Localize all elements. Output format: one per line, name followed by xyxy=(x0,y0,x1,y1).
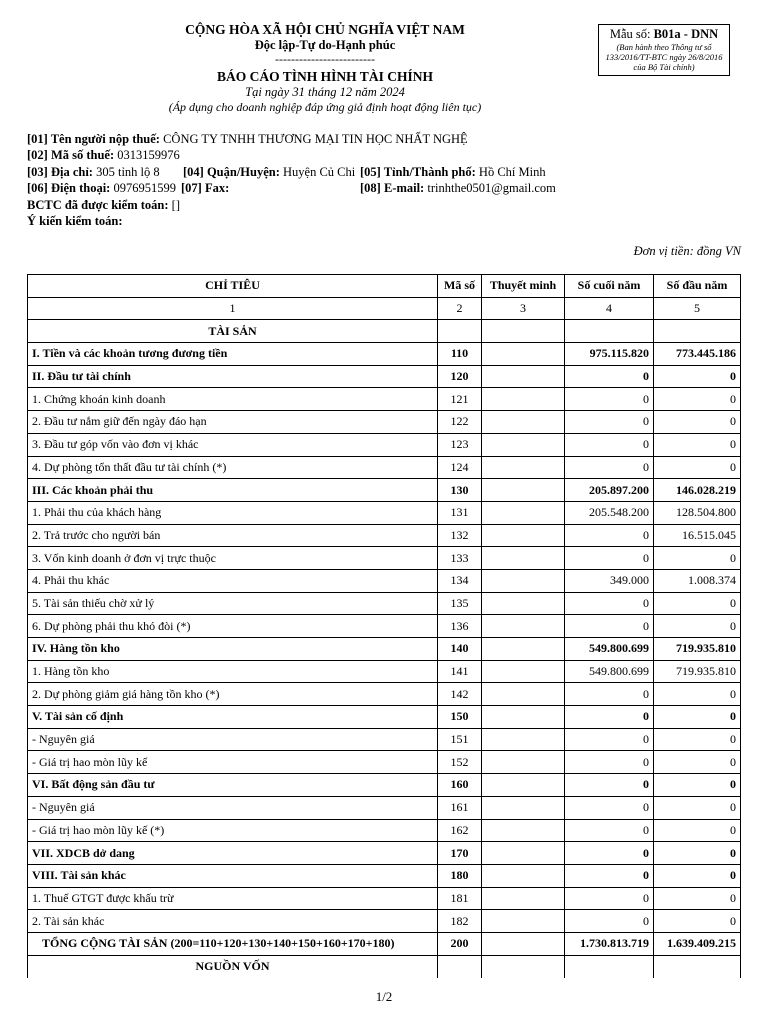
taxpayer-row xyxy=(27,131,468,147)
row-indicator: I. Tiền và các khoản tương đương tiền xyxy=(28,343,438,366)
table-row xyxy=(28,343,741,366)
row-end-year-value: 349.000 xyxy=(565,569,654,592)
row-indicator: VII. XDCB dở dang xyxy=(28,842,438,865)
audit-opinion-row xyxy=(27,213,468,229)
row-code: 134 xyxy=(438,569,482,592)
row-start-year-value: 1.008.374 xyxy=(654,569,741,592)
report-title: BÁO CÁO TÌNH HÌNH TÀI CHÍNH xyxy=(217,69,433,84)
table-row xyxy=(28,660,741,683)
table-row xyxy=(28,864,741,887)
table-row xyxy=(28,955,741,978)
row-start-year-value xyxy=(654,955,741,978)
table-row xyxy=(28,751,741,774)
row-code: 160 xyxy=(438,774,482,797)
row-note xyxy=(482,728,565,751)
row-code xyxy=(438,955,482,978)
national-motto: Độc lập-Tự do-Hạnh phúc xyxy=(254,37,396,52)
contact-row xyxy=(27,180,556,196)
row-indicator: 4. Phải thu khác xyxy=(28,569,438,592)
row-end-year-value: 0 xyxy=(565,388,654,411)
table-row xyxy=(28,592,741,615)
row-note xyxy=(482,411,565,434)
taxcode-row xyxy=(27,147,468,163)
row-start-year-value: 0 xyxy=(654,774,741,797)
row-code: 132 xyxy=(438,524,482,547)
row-start-year-value: 0 xyxy=(654,751,741,774)
row-note xyxy=(482,433,565,456)
row-end-year-value: 549.800.699 xyxy=(565,660,654,683)
col-number: 2 xyxy=(438,297,482,320)
form-code-prefix: Mẫu số: xyxy=(609,27,654,41)
row-end-year-value: 0 xyxy=(565,887,654,910)
row-indicator: 1. Hàng tồn kho xyxy=(28,660,438,683)
col-header-indicator: CHỈ TIÊU xyxy=(28,275,438,298)
row-indicator: V. Tài sản cố định xyxy=(28,706,438,729)
table-row xyxy=(28,456,741,479)
row-note xyxy=(482,569,565,592)
row-code: 121 xyxy=(438,388,482,411)
row-indicator: TỔNG CỘNG TÀI SẢN (200=110+120+130+140+150+160+170+180) xyxy=(28,932,438,955)
report-header xyxy=(130,22,520,116)
email-value: trinhthe0501@gmail.com xyxy=(427,181,556,196)
phone-value: 0976951599 xyxy=(113,181,176,196)
form-code: B01a - DNN xyxy=(653,27,719,41)
table-row xyxy=(28,365,741,388)
col-header-code: Mã số xyxy=(438,275,482,298)
taxcode-value: 0313159976 xyxy=(117,148,180,163)
row-note xyxy=(482,343,565,366)
row-end-year-value: 0 xyxy=(565,774,654,797)
row-indicator: 3. Đầu tư góp vốn vào đơn vị khác xyxy=(28,433,438,456)
row-code: 120 xyxy=(438,365,482,388)
row-note xyxy=(482,932,565,955)
row-indicator: 1. Chứng khoán kinh doanh xyxy=(28,388,438,411)
row-indicator: 1. Thuế GTGT được khấu trừ xyxy=(28,887,438,910)
audit-opinion-label: Ý kiến kiểm toán: xyxy=(27,213,123,228)
balance-sheet-table xyxy=(27,274,741,978)
row-start-year-value: 0 xyxy=(654,365,741,388)
row-indicator: TÀI SẢN xyxy=(28,320,438,343)
row-note xyxy=(482,774,565,797)
row-indicator: IV. Hàng tồn kho xyxy=(28,638,438,661)
district-label: [04] Quận/Huyện: xyxy=(183,164,280,179)
row-code: 122 xyxy=(438,411,482,434)
table-row xyxy=(28,774,741,797)
row-end-year-value: 0 xyxy=(565,547,654,570)
form-code-box xyxy=(598,24,730,76)
row-note xyxy=(482,683,565,706)
row-end-year-value xyxy=(565,320,654,343)
audited-row xyxy=(27,197,468,213)
row-indicator: 1. Phải thu của khách hàng xyxy=(28,501,438,524)
row-end-year-value: 0 xyxy=(565,456,654,479)
table-row xyxy=(28,842,741,865)
row-start-year-value: 0 xyxy=(654,819,741,842)
table-row xyxy=(28,569,741,592)
row-note xyxy=(482,456,565,479)
row-start-year-value: 0 xyxy=(654,910,741,933)
row-end-year-value: 0 xyxy=(565,796,654,819)
row-indicator: VIII. Tài sản khác xyxy=(28,864,438,887)
row-start-year-value: 146.028.219 xyxy=(654,479,741,502)
row-indicator: 2. Đầu tư nắm giữ đến ngày đáo hạn xyxy=(28,411,438,434)
table-row xyxy=(28,932,741,955)
row-indicator: NGUỒN VỐN xyxy=(28,955,438,978)
row-end-year-value: 205.897.200 xyxy=(565,479,654,502)
row-start-year-value: 0 xyxy=(654,728,741,751)
taxpayer-label: [01] Tên người nộp thuế: xyxy=(27,132,160,146)
row-code: 110 xyxy=(438,343,482,366)
row-start-year-value: 0 xyxy=(654,887,741,910)
row-code: 180 xyxy=(438,864,482,887)
row-end-year-value: 0 xyxy=(565,524,654,547)
row-start-year-value: 0 xyxy=(654,864,741,887)
table-row xyxy=(28,728,741,751)
row-end-year-value: 0 xyxy=(565,592,654,615)
row-note xyxy=(482,501,565,524)
address-label: [03] Địa chỉ: xyxy=(27,164,93,179)
row-indicator: 2. Dự phòng giảm giá hàng tồn kho (*) xyxy=(28,683,438,706)
row-start-year-value: 0 xyxy=(654,796,741,819)
row-code: 150 xyxy=(438,706,482,729)
row-note xyxy=(482,320,565,343)
header-divider: ------------------------- xyxy=(275,52,375,66)
row-indicator: - Nguyên giá xyxy=(28,796,438,819)
row-code: 170 xyxy=(438,842,482,865)
table-row xyxy=(28,320,741,343)
currency-unit: Đơn vị tiền: đồng VN xyxy=(633,244,741,258)
row-code: 181 xyxy=(438,887,482,910)
taxcode-label: [02] Mã số thuế: xyxy=(27,148,115,163)
row-code xyxy=(438,320,482,343)
form-legal-note: (Ban hành theo Thông tư số 133/2016/TT-BTC ngày 26/8/2016 của Bộ Tài chính) xyxy=(605,42,723,72)
row-start-year-value: 719.935.810 xyxy=(654,660,741,683)
col-header-start-year: Số đầu năm xyxy=(654,275,741,298)
row-indicator: VI. Bất động sản đầu tư xyxy=(28,774,438,797)
address-row xyxy=(27,164,546,180)
row-note xyxy=(482,660,565,683)
form-code-line xyxy=(602,27,726,42)
row-indicator: 3. Vốn kinh doanh ở đơn vị trực thuộc xyxy=(28,547,438,570)
row-indicator: - Nguyên giá xyxy=(28,728,438,751)
table-row xyxy=(28,910,741,933)
row-code: 131 xyxy=(438,501,482,524)
row-note xyxy=(482,842,565,865)
row-start-year-value: 0 xyxy=(654,592,741,615)
row-note xyxy=(482,592,565,615)
row-end-year-value: 205.548.200 xyxy=(565,501,654,524)
report-date: Tại ngày 31 tháng 12 năm 2024 xyxy=(245,84,405,99)
table-row xyxy=(28,638,741,661)
address-value: 305 tỉnh lộ 8 xyxy=(96,164,160,179)
table-row xyxy=(28,547,741,570)
row-indicator: III. Các khoản phải thu xyxy=(28,479,438,502)
row-start-year-value: 0 xyxy=(654,456,741,479)
row-note xyxy=(482,365,565,388)
row-indicator: - Giá trị hao mòn lũy kế xyxy=(28,751,438,774)
row-end-year-value xyxy=(565,955,654,978)
row-code: 123 xyxy=(438,433,482,456)
col-header-end-year: Số cuối năm xyxy=(565,275,654,298)
table-row xyxy=(28,706,741,729)
row-indicator: 2. Tài sản khác xyxy=(28,910,438,933)
row-end-year-value: 0 xyxy=(565,910,654,933)
phone-label: [06] Điện thoại: xyxy=(27,181,111,196)
audited-value: [] xyxy=(171,197,180,212)
row-code: 151 xyxy=(438,728,482,751)
row-note xyxy=(482,615,565,638)
page-number: 1/2 xyxy=(375,989,393,1004)
row-note xyxy=(482,524,565,547)
row-start-year-value xyxy=(654,320,741,343)
row-indicator: 4. Dự phòng tổn thất đầu tư tài chính (*) xyxy=(28,456,438,479)
row-end-year-value: 0 xyxy=(565,706,654,729)
row-start-year-value: 0 xyxy=(654,842,741,865)
row-note xyxy=(482,706,565,729)
table-row xyxy=(28,524,741,547)
row-code: 200 xyxy=(438,932,482,955)
row-start-year-value: 128.504.800 xyxy=(654,501,741,524)
row-code: 135 xyxy=(438,592,482,615)
row-end-year-value: 0 xyxy=(565,683,654,706)
province-value: Hồ Chí Minh xyxy=(478,164,546,179)
email-label: [08] E-mail: xyxy=(360,181,425,196)
col-number: 4 xyxy=(565,297,654,320)
row-note xyxy=(482,819,565,842)
table-row xyxy=(28,433,741,456)
row-end-year-value: 0 xyxy=(565,751,654,774)
row-end-year-value: 1.730.813.719 xyxy=(565,932,654,955)
row-code: 141 xyxy=(438,660,482,683)
row-end-year-value: 549.800.699 xyxy=(565,638,654,661)
nation-title: CỘNG HÒA XÃ HỘI CHỦ NGHĨA VIỆT NAM xyxy=(185,22,465,37)
row-end-year-value: 0 xyxy=(565,615,654,638)
row-note xyxy=(482,751,565,774)
row-note xyxy=(482,910,565,933)
taxpayer-info xyxy=(27,131,556,229)
row-start-year-value: 0 xyxy=(654,433,741,456)
row-code: 130 xyxy=(438,479,482,502)
row-code: 162 xyxy=(438,819,482,842)
table-row xyxy=(28,388,741,411)
row-code: 182 xyxy=(438,910,482,933)
row-end-year-value: 0 xyxy=(565,365,654,388)
column-number-row xyxy=(28,297,741,320)
table-row xyxy=(28,411,741,434)
table-header-row xyxy=(28,275,741,298)
col-number: 5 xyxy=(654,297,741,320)
table-row xyxy=(28,819,741,842)
row-end-year-value: 0 xyxy=(565,864,654,887)
row-indicator: II. Đầu tư tài chính xyxy=(28,365,438,388)
col-number: 1 xyxy=(28,297,438,320)
fax-label: [07] Fax: xyxy=(181,181,230,196)
province-label: [05] Tỉnh/Thành phố: xyxy=(360,164,476,179)
table-row xyxy=(28,479,741,502)
row-code: 133 xyxy=(438,547,482,570)
taxpayer-value: CÔNG TY TNHH THƯƠNG MẠI TIN HỌC NHẤT NGHỆ xyxy=(163,132,468,146)
row-note xyxy=(482,388,565,411)
row-start-year-value: 16.515.045 xyxy=(654,524,741,547)
table-row xyxy=(28,615,741,638)
row-start-year-value: 773.445.186 xyxy=(654,343,741,366)
table-row xyxy=(28,683,741,706)
row-end-year-value: 0 xyxy=(565,433,654,456)
row-start-year-value: 0 xyxy=(654,615,741,638)
district-value: Huyện Củ Chi xyxy=(283,164,356,179)
row-code: 140 xyxy=(438,638,482,661)
row-end-year-value: 0 xyxy=(565,728,654,751)
row-note xyxy=(482,796,565,819)
row-note xyxy=(482,887,565,910)
row-end-year-value: 0 xyxy=(565,411,654,434)
row-start-year-value: 0 xyxy=(654,706,741,729)
row-end-year-value: 0 xyxy=(565,842,654,865)
row-indicator: 2. Trả trước cho người bán xyxy=(28,524,438,547)
row-note xyxy=(482,955,565,978)
col-number: 3 xyxy=(482,297,565,320)
row-indicator: - Giá trị hao mòn lũy kế (*) xyxy=(28,819,438,842)
row-note xyxy=(482,638,565,661)
row-start-year-value: 0 xyxy=(654,683,741,706)
col-header-note: Thuyết minh xyxy=(482,275,565,298)
row-code: 161 xyxy=(438,796,482,819)
row-code: 124 xyxy=(438,456,482,479)
row-code: 136 xyxy=(438,615,482,638)
row-code: 142 xyxy=(438,683,482,706)
row-start-year-value: 1.639.409.215 xyxy=(654,932,741,955)
table-row xyxy=(28,796,741,819)
row-start-year-value: 0 xyxy=(654,411,741,434)
row-code: 152 xyxy=(438,751,482,774)
row-note xyxy=(482,547,565,570)
report-applicability: (Áp dụng cho doanh nghiệp đáp ứng giả định hoạt động liên tục) xyxy=(168,100,482,114)
row-start-year-value: 719.935.810 xyxy=(654,638,741,661)
table-row xyxy=(28,887,741,910)
row-note xyxy=(482,864,565,887)
row-note xyxy=(482,479,565,502)
row-end-year-value: 975.115.820 xyxy=(565,343,654,366)
row-end-year-value: 0 xyxy=(565,819,654,842)
audited-label: BCTC đã được kiểm toán: xyxy=(27,197,169,212)
row-start-year-value: 0 xyxy=(654,547,741,570)
table-row xyxy=(28,501,741,524)
row-indicator: 5. Tài sản thiếu chờ xử lý xyxy=(28,592,438,615)
row-indicator: 6. Dự phòng phải thu khó đòi (*) xyxy=(28,615,438,638)
row-start-year-value: 0 xyxy=(654,388,741,411)
